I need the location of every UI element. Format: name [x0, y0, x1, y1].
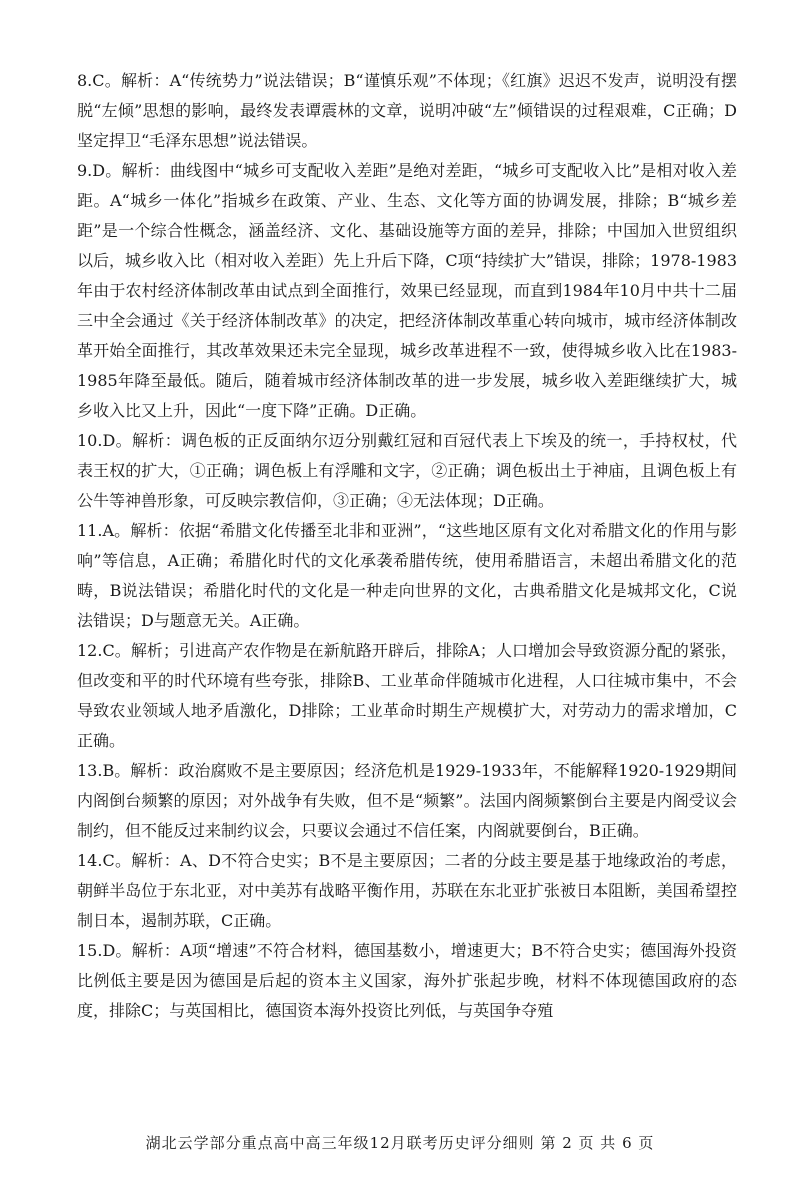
- answer-14: 14.C。解析：A、D不符合史实；B不是主要原因；二者的分歧主要是基于地缘政治的考虑，朝鲜半岛位于东北亚，对中美苏有战略平衡作用，苏联在东北亚扩张被日本阻断，美国希望控制日本，遏制苏联，C正确。: [77, 851, 737, 930]
- answer-11: 11.A。解析：依据“希腊文化传播至北非和亚洲”，“这些地区原有文化对希腊文化的作用与影响”等信息，A正确；希腊化时代的文化承袭希腊传统，使用希腊语言，未超出希腊文化的范畴，B说法错误；希腊化时代的文化是一种走向世界的文化，古典希腊文化是城邦文化，C说法错误；D与题意无关。A正确。: [77, 521, 737, 630]
- answer-15: 15.D。解析：A项“增速”不符合材料，德国基数小，增速更大；B不符合史实；德国海外投资比例低主要是因为德国是后起的资本主义国家，海外扩张起步晚，材料不体现德国政府的态度，排除C；与英国相比，德国资本海外投资比列低，与英国争夺殖: [77, 941, 737, 1020]
- answer-13: 13.B。解析：政治腐败不是主要原因；经济危机是1929-1933年，不能解释1920-1929期间内阁倒台频繁的原因；对外战争有失败，但不是“频繁”。法国内阁频繁倒台主要是内阁受议会制约，但不能反过来制约议会，只要议会通过不信任案，内阁就要倒台，B正确。: [77, 761, 737, 840]
- answer-12: 12.C。解析；引进高产农作物是在新航路开辟后，排除A；人口增加会导致资源分配的紧张，但改变和平的时代环境有些夸张，排除B、工业革命伴随城市化进程，人口往城市集中，不会导致农业领域人地矛盾激化，D排除；工业革命时期生产规模扩大，对劳动力的需求增加，C正确。: [77, 641, 737, 750]
- answer-8: 8.C。解析：A“传统势力”说法错误；B“谨慎乐观”不体现；《红旗》迟迟不发声，说明没有摆脱“左倾”思想的影响，最终发表谭震林的文章，说明冲破“左”倾错误的过程艰难，C正确；D坚定捍卫“毛泽东思想”说法错误。: [77, 71, 737, 150]
- answer-10: 10.D。解析：调色板的正反面纳尔迈分别戴红冠和百冠代表上下埃及的统一，手持权杖，代表王权的扩大，①正确；调色板上有浮雕和文字，②正确；调色板出土于神庙，且调色板上有公牛等神兽形象，可反映宗教信仰，③正确；④无法体现；D正确。: [77, 431, 737, 510]
- answer-9: 9.D。解析：曲线图中“城乡可支配收入差距”是绝对差距，“城乡可支配收入比”是相对收入差距。A“城乡一体化”指城乡在政策、产业、生态、文化等方面的协调发展，排除；B“城乡差距”是一个综合性概念，涵盖经济、文化、基础设施等方面的差异，排除；中国加入世贸组织以后，城乡收入比（相对收入差距）先上升后下降，C项“持续扩大”错误，排除；1978-1983年由于农村经济体制改革由试点到全面推行，效果已经显现，而直到1984年10月中共十二届三中全会通过《关于经济体制改革》的决定，把经济体制改革重心转向城市，城市经济体制改革开始全面推行，其改革效果还未完全显现，城乡改革进程不一致，使得城乡收入比在1983-1985年降至最低。随后，随着城市经济体制改革的进一步发展，城乡收入差距继续扩大，城乡收入比又上升，因此“一度下降”正确。D正确。: [77, 161, 737, 420]
- page-footer: 湖北云学部分重点高中高三年级12月联考历史评分细则 第 2 页 共 6 页: [145, 1134, 655, 1152]
- answer-explanations: [77, 66, 737, 1026]
